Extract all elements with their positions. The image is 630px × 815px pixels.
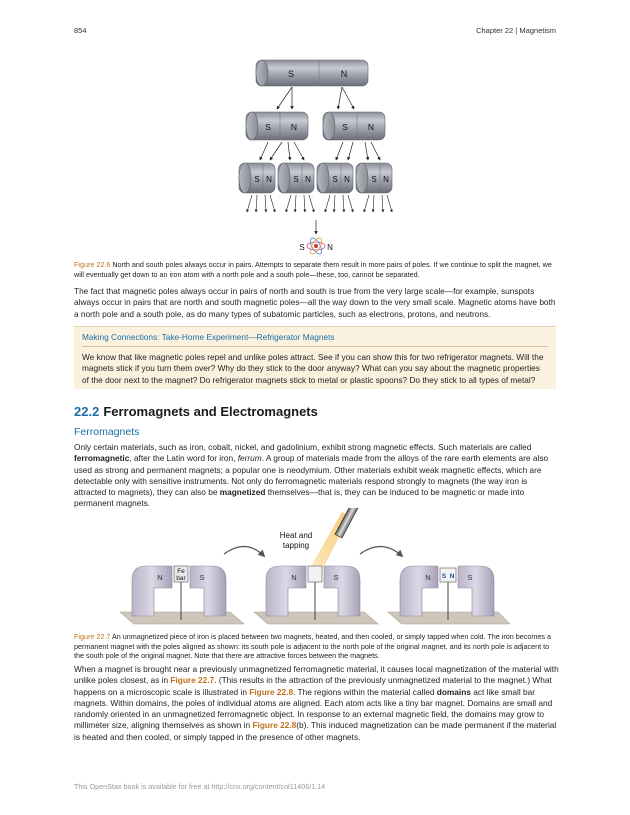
iron-atom-icon	[307, 236, 325, 256]
chapter-title: Chapter 22 | Magnetism	[476, 26, 556, 35]
term-domains: domains	[436, 686, 471, 697]
pole-label-s: S	[467, 573, 473, 582]
pole-label-s: S	[287, 69, 295, 79]
pole-label-n: N	[290, 122, 298, 132]
pole-label-s: S	[371, 175, 377, 184]
fe-label: Fe	[177, 568, 185, 575]
figure-22-6-caption	[74, 260, 560, 279]
arrow-step-2	[360, 546, 402, 556]
figure-22-7-link[interactable]: Figure 22.7	[170, 675, 215, 686]
pole-label-n: N	[344, 175, 350, 184]
text-run: act like small bar magnets. Within domains, the poles of individual atoms are aligned. Each atom acts like a tiny bar magnet. Domains are small and randomly oriented in an unmagnetized ferromagnetic object. In response to an external magnetic field, the domains may grow to millimeter size, aligning themselves as shown in	[74, 686, 553, 731]
pole-label-s: S	[333, 573, 339, 582]
figure-22-6-diagram	[230, 56, 400, 258]
figure-22-8-link[interactable]: Figure 22.8	[252, 720, 297, 731]
pole-label-n: N	[305, 175, 311, 184]
text-run: , after the Latin word for iron,	[129, 453, 238, 464]
term-magnetized: magnetized	[219, 487, 266, 498]
pole-label-s: S	[293, 175, 299, 184]
section-number: 22.2	[74, 404, 100, 419]
magnet-small-4	[356, 163, 392, 193]
atom-pole-n: N	[327, 243, 333, 252]
magnet-medium-left	[246, 112, 308, 140]
split-arrows	[247, 195, 392, 212]
connections-box	[74, 326, 556, 389]
figure-label: Figure 22.6	[74, 260, 111, 269]
footer-note: This OpenStax book is available for free at http://cnx.org/content/col11406/1.14	[74, 782, 326, 791]
text-run: . The regions within the material called	[293, 686, 437, 697]
caption-text: An unmagnetized piece of iron is placed between two magnets, heated, and then cooled, or simply tapped when cold. The iron becomes a permanent magnet with the poles aligned as shown: its south pole is adjacent to the north pole of the original magnet, and its north pole is adjacent to the south pole of the original magnet. Note that there are attractive forces between the magnets.	[74, 632, 551, 661]
pole-label-n: N	[340, 69, 348, 79]
pole-label-n: N	[367, 122, 375, 132]
magnet-setup-2	[266, 508, 360, 620]
pole-label-s: S	[199, 573, 205, 582]
atom-pole-s: S	[299, 243, 305, 252]
magnet-small-2	[278, 163, 314, 193]
pole-label-n: N	[291, 573, 297, 582]
pole-label-n: N	[383, 175, 389, 184]
intro-paragraph: The fact that magnetic poles always occur in pairs of north and south is true from the very large scale—for example, sunspots always occur in pairs that are north and south magnetic poles—all the way down to the very small scale. Magnetic atoms have both a north pole and a south pole, as do many types of subatomic particles, such as electrons, protons, and neutrons.	[74, 286, 556, 319]
figure-22-7-diagram	[120, 508, 510, 632]
section-title: Ferromagnets and Electromagnets	[103, 404, 318, 419]
pole-label-s: S	[265, 122, 271, 132]
iron-bar-heated	[308, 566, 322, 582]
magnet-small-1	[239, 163, 275, 193]
domains-paragraph	[74, 664, 560, 743]
text-run: themselves—that is, they can be induced to be magnetic or made into permanent magnets.	[74, 487, 525, 509]
connections-box-body: We know that like magnetic poles repel and unlike poles attract. See if you can show this for two refrigerator magnets. Will the magnets stick if you turn them over? Why do they stick to the door anyway? What can you say about the magnetic properties of the door next to the magnet? Do refrigerator magnets stick to metal or plastic spoons? Do they stick to all types of metal?	[82, 352, 544, 385]
text-run: When a magnet is brought near a previously unmagnetized ferromagnetic material, it causes local magnetization of the material with unlike poles closest, as in	[74, 664, 559, 686]
bar-pole-s: S	[441, 573, 447, 580]
section-heading	[74, 404, 318, 419]
latin-ferrum: ferrum	[237, 453, 262, 464]
figure-22-8-link[interactable]: Figure 22.8	[249, 686, 294, 697]
pole-label-n: N	[425, 573, 431, 582]
bar-pole-n: N	[449, 573, 455, 580]
subsection-heading: Ferromagnets	[74, 426, 140, 438]
connections-box-title: Making Connections: Take-Home Experiment—Refrigerator Magnets	[82, 332, 335, 342]
text-run: (b). This induced magnetization can be made permanent if the material is heated and then cooled, or simply tapped in the presence of other magnets.	[74, 720, 557, 742]
figure-22-7-caption	[74, 632, 560, 661]
figure-label: Figure 22.7	[74, 632, 111, 641]
heat-label: Heat and	[279, 531, 313, 540]
arrow-step-1	[224, 546, 264, 556]
connections-box-divider	[82, 346, 548, 347]
pole-label-s: S	[254, 175, 260, 184]
pole-label-s: S	[342, 122, 348, 132]
pole-label-n: N	[266, 175, 272, 184]
bar-label: bar	[176, 575, 186, 582]
page-number: 854	[74, 26, 87, 35]
magnet-medium-right	[323, 112, 385, 140]
text-run: . A group of materials made from the alloys of the rare earth elements are also used as strong and permanent magnets; a popular one is neodymium. Other materials exhibit weak magnetic effects, which are detectable only with sensitive instruments. Not only do ferromagnetic materials respond strongly to magnets (the way iron is attracted to magnets), they can also be	[74, 453, 549, 498]
pole-label-s: S	[332, 175, 338, 184]
pole-label-n: N	[157, 573, 163, 582]
magnet-large	[256, 60, 368, 86]
term-ferromagnetic: ferromagnetic	[74, 453, 130, 464]
tapping-label: tapping	[282, 541, 310, 550]
text-run: Only certain materials, such as iron, cobalt, nickel, and gadolinium, exhibit strong magnetic effects. Such materials are called	[74, 442, 532, 452]
text-run: . (This results in the attraction of the previously unmagnetized material to the magnet.) What happens on a microscopic scale is illustrated in	[74, 675, 552, 697]
caption-text: North and south poles always occur in pairs. Attempts to separate them result in more pairs of poles. If we continue to split the magnet, we will eventually get down to an iron atom with a north pole and a south pole—these, too, cannot be separated.	[74, 260, 552, 279]
magnet-small-3	[317, 163, 353, 193]
ferromagnets-paragraph	[74, 442, 560, 510]
